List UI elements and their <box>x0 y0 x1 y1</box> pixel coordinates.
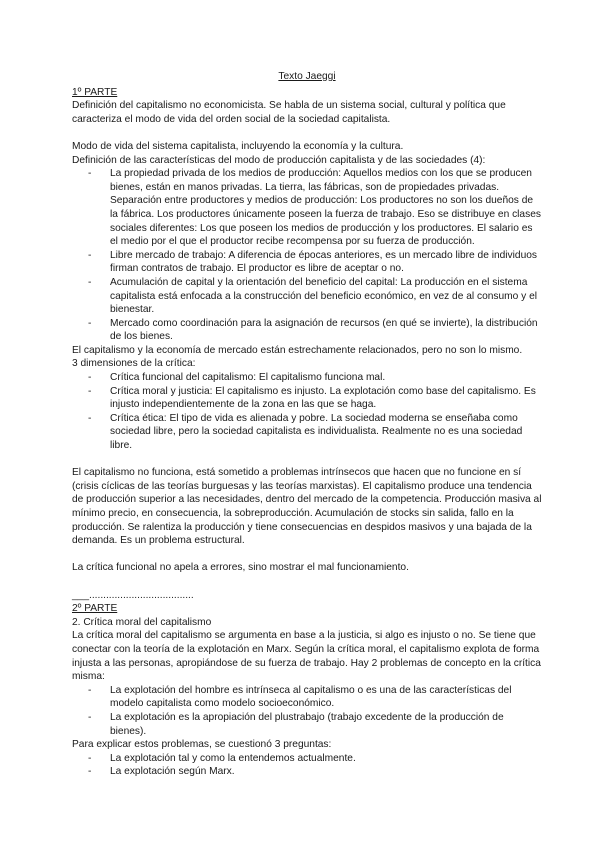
list-item: - La explotación es la apropiación del plustrabajo (trabajo excedente de la producción de bienes). <box>72 711 542 738</box>
list-item: - Libre mercado de trabajo: A diferencia de épocas anteriores, es un mercado libre de individuos firman contratos de trabajo. El productor es libre de aceptar o no. <box>72 249 542 276</box>
list-item: - La explotación tal y como la entendemos actualmente. <box>72 752 542 766</box>
list-item: - Crítica ética: El tipo de vida es alienada y pobre. La sociedad moderna se enseñaba como sociedad libre, pero la sociedad capitalista es individualista. Realmente no es una sociedad libre. <box>72 412 542 453</box>
part-1-intro-paragraph: Definición del capitalismo no economicista. Se habla de un sistema social, cultural y política que caracteriza el modo de vida del orden social de la sociedad capitalista. <box>72 100 506 125</box>
part-2-subheading: 2. Crítica moral del capitalismo <box>72 616 212 628</box>
list-item: - Crítica funcional del capitalismo: El capitalismo funciona mal. <box>72 371 542 385</box>
no-funciona-paragraph: El capitalismo no funciona, está sometido a problemas intrínsecos que hacen que no funcione en sí (crisis cíclicas de las teorías burguesas y las teorías marxistas). El capitalismo produce una tendencia de producción superior a las necesidades, dentro del mercado de la competencia. Producción masiva al mínimo precio, en consecuencia, la sobreproducción. Acumulación de stocks sin salida, fallo en la producción. Se ralentiza la producción y tiene consecuencias en despidos masivos y una bajada de la demanda. Es un problema estructural. <box>72 467 542 547</box>
preguntas-intro: Para explicar estos problemas, se cuestionó 3 preguntas: <box>72 739 332 751</box>
spacer <box>72 548 542 562</box>
dimensiones-list <box>72 371 542 453</box>
characteristics-list <box>72 167 542 344</box>
spacer <box>72 575 542 589</box>
relacion-paragraph: El capitalismo y la economía de mercado están estrechamente relacionados, pero no son lo mismo. <box>72 344 523 356</box>
section-divider: ___..................................... <box>72 589 194 601</box>
spacer <box>72 453 542 467</box>
modo-vida-paragraph: Modo de vida del sistema capitalista, incluyendo la economía y la cultura. <box>72 140 404 152</box>
part-1-heading: 1º PARTE <box>72 86 118 98</box>
document-page <box>72 70 542 779</box>
list-item: - Crítica moral y justicia: El capitalismo es injusto. La explotación como base del capitalismo. Es injusto independientemente de la zona en las que se haga. <box>72 385 542 412</box>
funcional-paragraph: La crítica funcional no apela a errores, sino mostrar el mal funcionamiento. <box>72 562 409 574</box>
dimensiones-intro: 3 dimensiones de la crítica: <box>72 358 196 370</box>
list-item: - Acumulación de capital y la orientación del beneficio del capital: La producción en el sistema capitalista está enfocada a la construcción del beneficio económico, en vez de al consumo y el bienestar. <box>72 276 542 317</box>
preguntas-list <box>72 752 542 779</box>
spacer <box>72 126 542 140</box>
list-item: - La propiedad privada de los medios de producción: Aquellos medios con los que se producen bienes, están en manos privadas. La tierra, las fábricas, son de propiedades privadas. Separación entre productores y medios de producción: Los productores no son los dueños de la fábrica. Los productores únicamente poseen la fuerza de trabajo. Eso se distribuye en clases sociales diferentes: Los que poseen los medios de producción y los productores. El salario es el medio por el que el productor recibe recompensa por su fuerza de producción. <box>72 167 542 249</box>
list-item: - La explotación según Marx. <box>72 765 542 779</box>
problemas-list <box>72 684 542 738</box>
list-item: - La explotación del hombre es intrínseca al capitalismo o es una de las características del modelo capitalista como modelo socioeconómico. <box>72 684 542 711</box>
list-item: - Mercado como coordinación para la asignación de recursos (en qué se invierte), la distribución de los bienes. <box>72 317 542 344</box>
part-2-heading: 2º PARTE <box>72 603 118 615</box>
document-title: Texto Jaeggi <box>278 71 336 82</box>
definicion-paragraph: Definición de las características del modo de producción capitalista y de las sociedades (4): <box>72 154 486 166</box>
part-2-intro-paragraph: La crítica moral del capitalismo se argumenta en base a la justicia, si algo es injusto o no. Se tiene que conectar con la teoría de la explotación en Marx. Según la crítica moral, el capitalismo explota de forma injusta a las personas, apropiándose de su fuerza de trabajo. Hay 2 problemas de concepto en la crítica misma: <box>72 630 541 683</box>
